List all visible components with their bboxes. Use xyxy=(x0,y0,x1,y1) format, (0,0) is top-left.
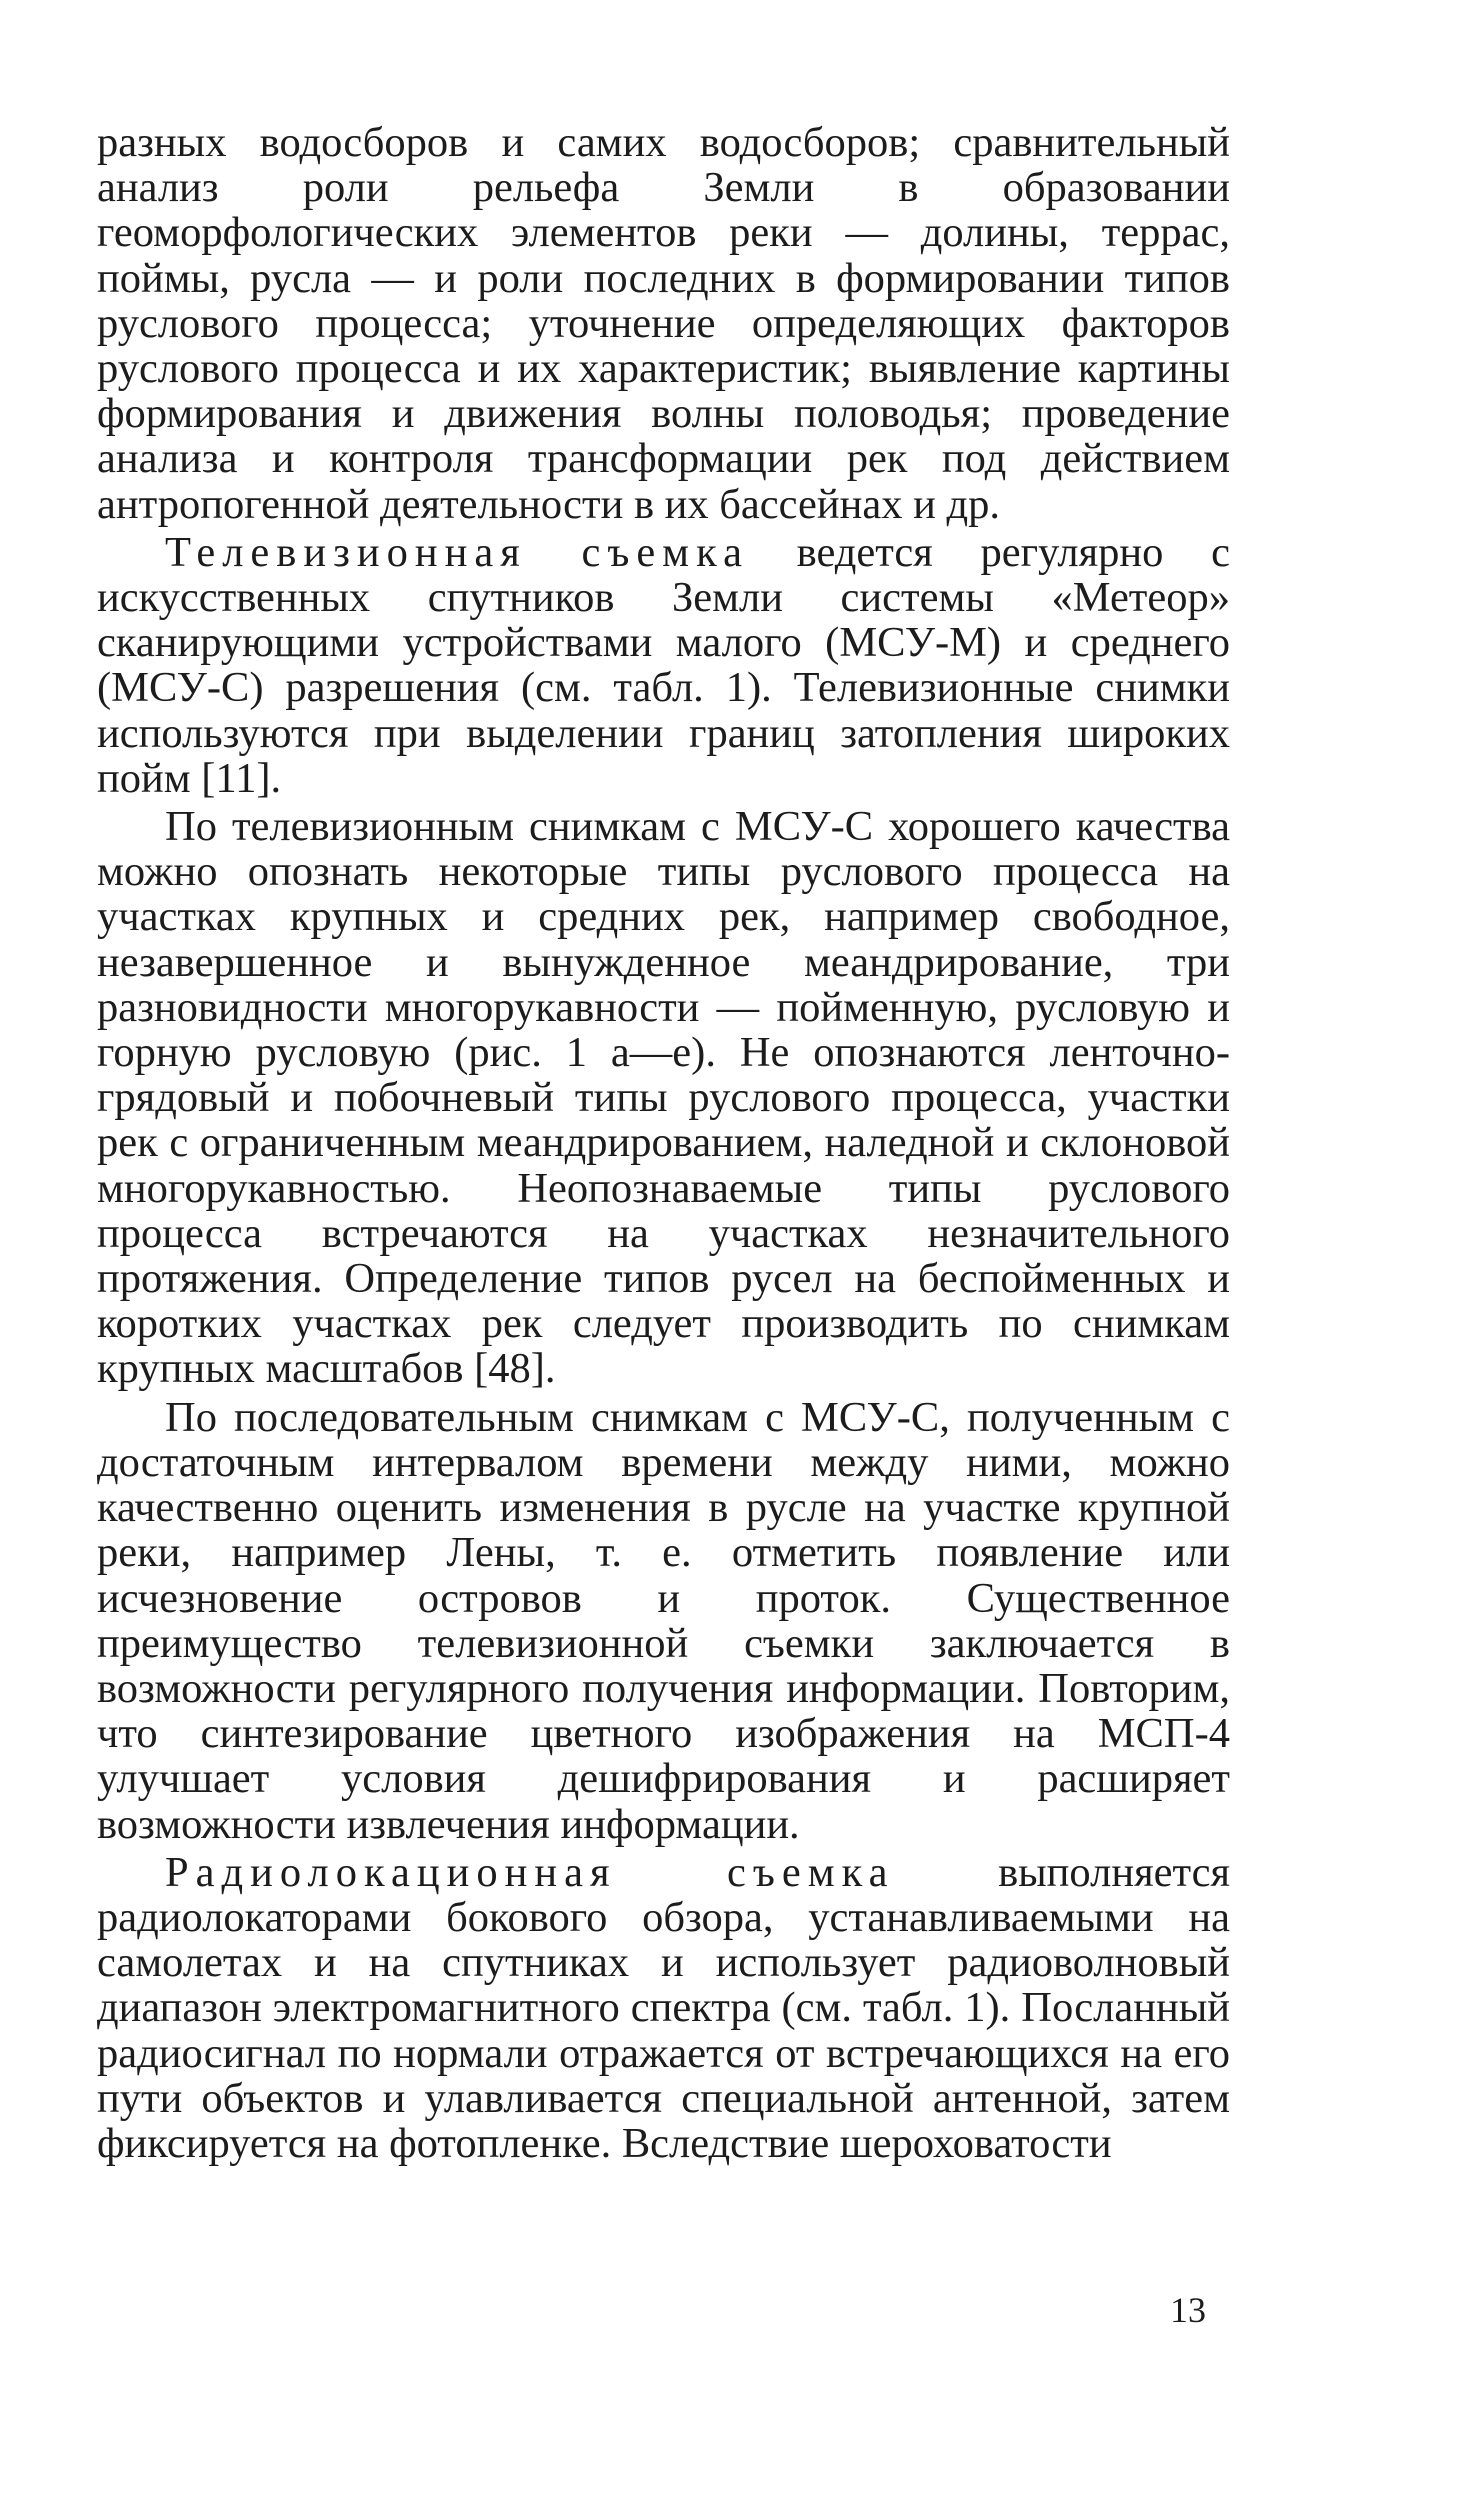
paragraph-2-text: ведется регулярно с искусственных спутников Земли системы «Метеор» сканирующими устройствами малого (МСУ-М) и среднего (МСУ-С) разрешения (см. табл. 1). Телевизионные снимки используются при выделении границ затопления широких пойм [11]. xyxy=(97,528,1230,802)
page-number: 13 xyxy=(1170,2290,1206,2330)
paragraph-5-text: выполняется радиолокаторами бокового обзора, устанавливаемыми на самолетах и на спутниках и использует радиоволновый диапазон электромагнитного спектра (см. табл. 1). Посланный радиосигнал по нормали отражается от встречающихся на его пути объектов и улавливается специальной антенной, затем фиксируется на фотопленке. Вследствие шероховатости xyxy=(97,1848,1230,2167)
paragraph-3-text: По телевизионным снимкам с МСУ-С хорошего качества можно опознать некоторые типы руслового процесса на участках крупных и средних рек, например свободное, незавершенное и вынужденное меандрирование, три разновидности многорукавности — пойменную, русловую и горную русловую (рис. 1 а—е). Не опознаются ленточно-грядовый и побочневый типы руслового процесса, участки рек с ограниченным меандрированием, наледной и склоновой многорукавностью. Неопознаваемые типы руслового процесса встречаются на участках незначительного протяжения. Определение типов русел на беспойменных и коротких участках рек следует производить по снимкам крупных масштабов [48]. xyxy=(97,803,1230,1393)
paragraph-television-survey xyxy=(97,530,1230,801)
paragraph-4-text: По последовательным снимкам с МСУ-С, полученным с достаточным интервалом времени между ними, можно качественно оценить изменения в русле на участке крупной реки, например Лены, т. е. отметить появление или исчезновение островов и проток. Существенное преимущество телевизионной съемки заключается в возможности регулярного получения информации. Повторим, что синтезирование цветного изображения на МСП-4 улучшает условия дешифрирования и расширяет возможности извлечения информации. xyxy=(97,1393,1230,1848)
paragraph-3 xyxy=(97,804,1230,1392)
paragraph-5-spaced-term: Радиолокационная съемка xyxy=(165,1848,895,1896)
paragraph-4 xyxy=(97,1395,1230,1847)
page-text-block xyxy=(97,120,1230,2166)
paragraph-radar-survey xyxy=(97,1850,1230,2166)
paragraph-1-text: разных водосборов и самих водосборов; сравнительный анализ роли рельефа Земли в образовании геоморфологических элементов реки — долины, террас, поймы, русла — и роли последних в формировании типов руслового процесса; уточнение определяющих факторов руслового процесса и их характеристик; выявление картины формирования и движения волны половодья; проведение анализа и контроля трансформации рек под действием антропогенной деятельности в их бассейнах и др. xyxy=(97,119,1230,528)
paragraph-2-spaced-term: Телевизионная съемка xyxy=(165,528,749,576)
paragraph-1 xyxy=(97,120,1230,527)
